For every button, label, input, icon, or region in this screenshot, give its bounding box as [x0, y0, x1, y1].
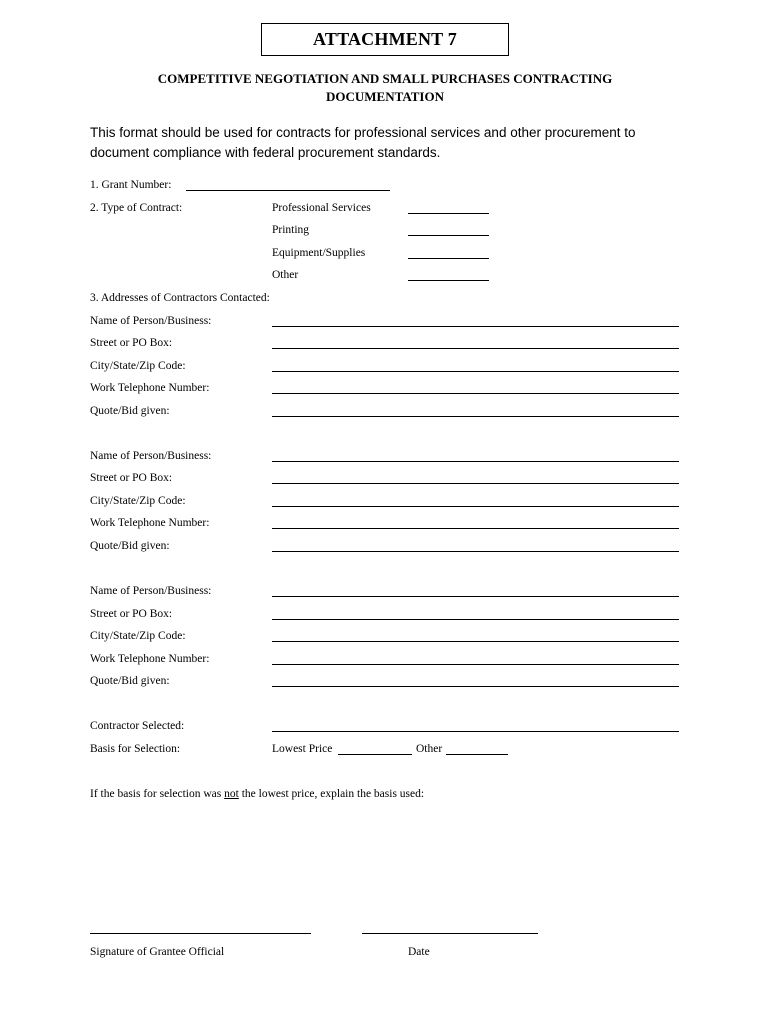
contractor-1-city-field[interactable] [272, 371, 679, 372]
form-title-line-2: DOCUMENTATION [326, 89, 444, 104]
basis-for-selection-label: Basis for Selection: [90, 743, 181, 755]
lowest-price-blank[interactable] [338, 754, 412, 755]
contract-type-label: 2. Type of Contract: [90, 202, 183, 214]
contract-option-printing: Printing [272, 224, 310, 236]
attachment-heading: ATTACHMENT 7 [261, 23, 509, 56]
contractor-2-city-label: City/State/Zip Code: [90, 495, 186, 507]
explain-emphasis: not [224, 788, 239, 800]
contractor-1-quote-label: Quote/Bid given: [90, 405, 170, 417]
contractor-2-phone-label: Work Telephone Number: [90, 517, 210, 529]
contractor-3-quote-label: Quote/Bid given: [90, 675, 170, 687]
contractor-2-phone-field[interactable] [272, 528, 679, 529]
contractor-2-street-field[interactable] [272, 483, 679, 484]
intro-paragraph: This format should be used for contracts for professional services and other procurement to document compliance with federal procurement standards. [90, 125, 636, 160]
contractor-1-city-label: City/State/Zip Code: [90, 360, 186, 372]
contractor-2-quote-label: Quote/Bid given: [90, 540, 170, 552]
contractor-2-name-field[interactable] [272, 461, 679, 462]
professional-services-blank[interactable] [408, 213, 489, 214]
contractors-contacted-label: 3. Addresses of Contractors Contacted: [90, 292, 270, 304]
contractor-1-phone-label: Work Telephone Number: [90, 382, 210, 394]
contract-option-professional-services: Professional Services [272, 202, 371, 214]
contractor-3-city-label: City/State/Zip Code: [90, 630, 186, 642]
contractor-1-street-label: Street or PO Box: [90, 337, 173, 349]
contractor-3-name-label: Name of Person/Business: [90, 585, 212, 597]
contractor-1-street-field[interactable] [272, 348, 679, 349]
contract-option-equipment-supplies: Equipment/Supplies [272, 247, 366, 259]
explain-basis-instruction [90, 787, 424, 801]
contractor-2-street-label: Street or PO Box: [90, 472, 173, 484]
contractor-2-name-label: Name of Person/Business: [90, 450, 212, 462]
contractor-2-city-field[interactable] [272, 506, 679, 507]
grant-number-field[interactable] [186, 190, 390, 191]
date-line[interactable] [362, 933, 538, 934]
explain-suffix: the lowest price, explain the basis used: [238, 788, 425, 800]
form-title [80, 70, 690, 106]
contractor-3-street-field[interactable] [272, 619, 679, 620]
contractor-3-city-field[interactable] [272, 641, 679, 642]
contract-option-other: Other [272, 269, 299, 281]
contractor-selected-label: Contractor Selected: [90, 720, 185, 732]
contractor-1-phone-field[interactable] [272, 393, 679, 394]
contractor-1-name-field[interactable] [272, 326, 679, 327]
contractor-2-quote-field[interactable] [272, 551, 679, 552]
equipment-supplies-blank[interactable] [408, 258, 489, 259]
contractor-3-name-field[interactable] [272, 596, 679, 597]
other-basis-label: Other [416, 743, 443, 755]
printing-blank[interactable] [408, 235, 489, 236]
signature-line[interactable] [90, 933, 311, 934]
contractor-3-phone-label: Work Telephone Number: [90, 653, 210, 665]
contractor-selected-field[interactable] [272, 731, 679, 732]
lowest-price-label: Lowest Price [272, 743, 333, 755]
contractor-3-street-label: Street or PO Box: [90, 608, 173, 620]
form-title-line-1: COMPETITIVE NEGOTIATION AND SMALL PURCHASES CONTRACTING [157, 71, 613, 86]
date-label: Date [408, 946, 430, 958]
signature-label: Signature of Grantee Official [90, 946, 225, 958]
other-basis-blank[interactable] [446, 754, 508, 755]
contractor-3-phone-field[interactable] [272, 664, 679, 665]
contractor-1-name-label: Name of Person/Business: [90, 315, 212, 327]
contractor-3-quote-field[interactable] [272, 686, 679, 687]
explain-prefix: If the basis for selection was [90, 788, 225, 800]
grant-number-label: 1. Grant Number: [90, 179, 172, 191]
other-blank[interactable] [408, 280, 489, 281]
contractor-1-quote-field[interactable] [272, 416, 679, 417]
